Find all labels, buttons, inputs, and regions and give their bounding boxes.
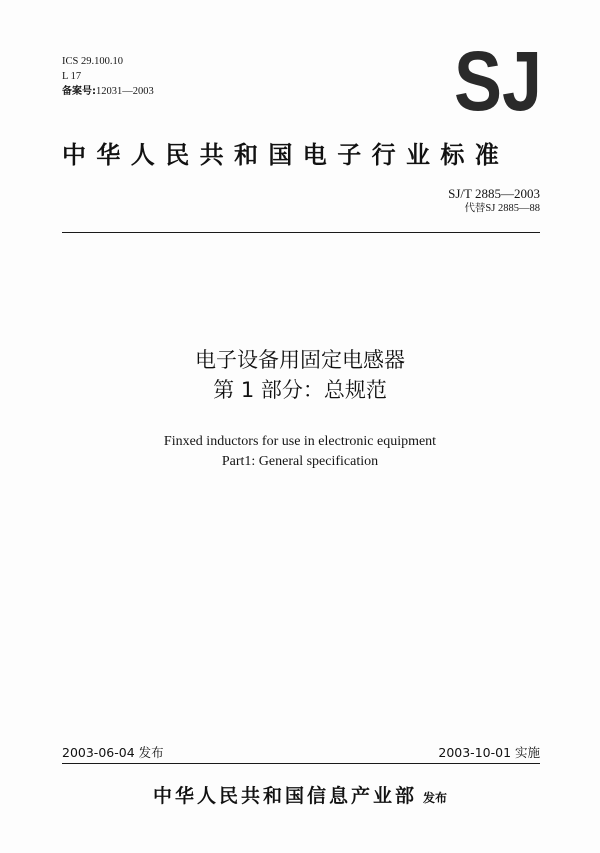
footer-divider (62, 763, 540, 764)
issuing-authority (0, 781, 600, 808)
standard-code-block (448, 186, 540, 216)
sj-logo-text: SJ (454, 34, 542, 128)
classification-code: L 17 (62, 71, 82, 82)
english-title-line-1: Finxed inductors for use in electronic equipment (163, 434, 437, 449)
standard-code: SJ/T 2885—2003 (448, 186, 540, 201)
chinese-title-line-1: 电子设备用固定电感器 (195, 348, 405, 372)
english-title-line-2: Part1: General specification (221, 454, 379, 469)
chinese-title-line-2: 第 1 部分：总规范 (213, 378, 387, 402)
ics-code: ICS 29.100.10 (62, 56, 123, 67)
english-document-title (0, 432, 600, 472)
issue-date: 2003-06-04 发布 (62, 745, 164, 760)
header-divider (62, 232, 540, 233)
replaces-standard: 代替SJ 2885—88 (464, 203, 540, 214)
issuer-suffix: 发布 (423, 791, 448, 805)
classification-block (62, 54, 154, 99)
issuer-name: 中华人民共和国信息产业部 (152, 785, 417, 807)
record-number-value: 12031—2003 (96, 86, 154, 97)
sj-logo (452, 34, 544, 128)
chinese-document-title (0, 345, 600, 405)
implementation-date: 2003-10-01 实施 (438, 745, 540, 760)
record-number (62, 84, 154, 99)
standard-category-title: 中华人民共和国电子行业标准 (62, 141, 510, 169)
record-number-label: 备案号: (62, 86, 96, 97)
